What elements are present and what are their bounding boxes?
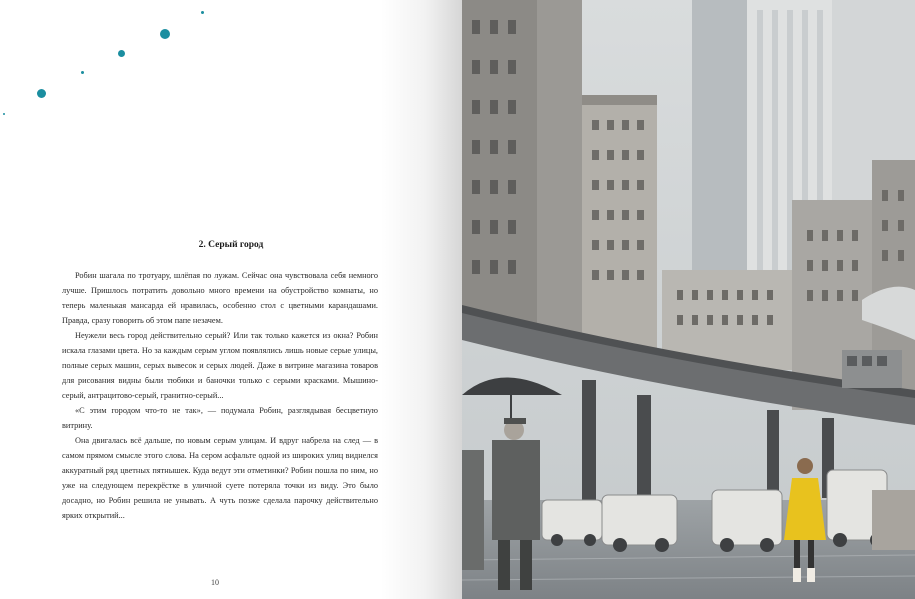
teal-dot-icon bbox=[3, 113, 5, 115]
paragraph: Робин шагала по тротуару, шлёпая по лужам. Сейчас она чувствовала себя немного лучше. Пришлось потратить довольно много времени на обустройство комнаты, но теперь маленькая мансарда ей нравилась, особенно стол с цветными карандашами. Правда, сразу говорить об этом папе незачем. bbox=[62, 271, 378, 325]
teal-dot-icon bbox=[81, 71, 84, 74]
paragraph: «С этим городом что-то не так», — подумала Робин, разглядывая бесцветную витрину. bbox=[62, 406, 378, 430]
chapter-title: 2. Серый город bbox=[198, 240, 264, 250]
teal-dot-icon bbox=[160, 29, 170, 39]
chapter-body bbox=[62, 268, 378, 523]
gutter-shadow bbox=[380, 0, 462, 599]
page-number: 10 bbox=[211, 578, 219, 587]
paragraph: Она двигалась всё дальше, по новым серым улицам. И вдруг набрела на след — в самом прямом смысле этого слова. На сером асфальте одной из широких улиц виднелся аккуратный ряд цветных пятнышек. Куда ведут эти отметинки? Робин пошла по ним, но уже на следующем перекрёстке в уличной суете потеряла точки из виду. Это было досадно, но Робин решила не унывать. А чуть позже сделала парочку действительно ярких открытий... bbox=[62, 436, 378, 520]
teal-dot-icon bbox=[37, 89, 46, 98]
city-street-illustration bbox=[462, 0, 915, 599]
paragraph: Неужели весь город действительно серый? Или так только кажется из окна? Робин искала глазами цвета. Но за каждым серым углом появлялись лишь новые серые улицы, полные серых машин, серых вывесок и серых людей. Даже в витрине магазина товаров для рисования видны были тюбики и баночки только с серыми красками. Мышино-серый, антрацитово-серый, гранитно-серый... bbox=[62, 331, 378, 400]
teal-dot-icon bbox=[201, 11, 204, 14]
teal-dot-icon bbox=[118, 50, 125, 57]
